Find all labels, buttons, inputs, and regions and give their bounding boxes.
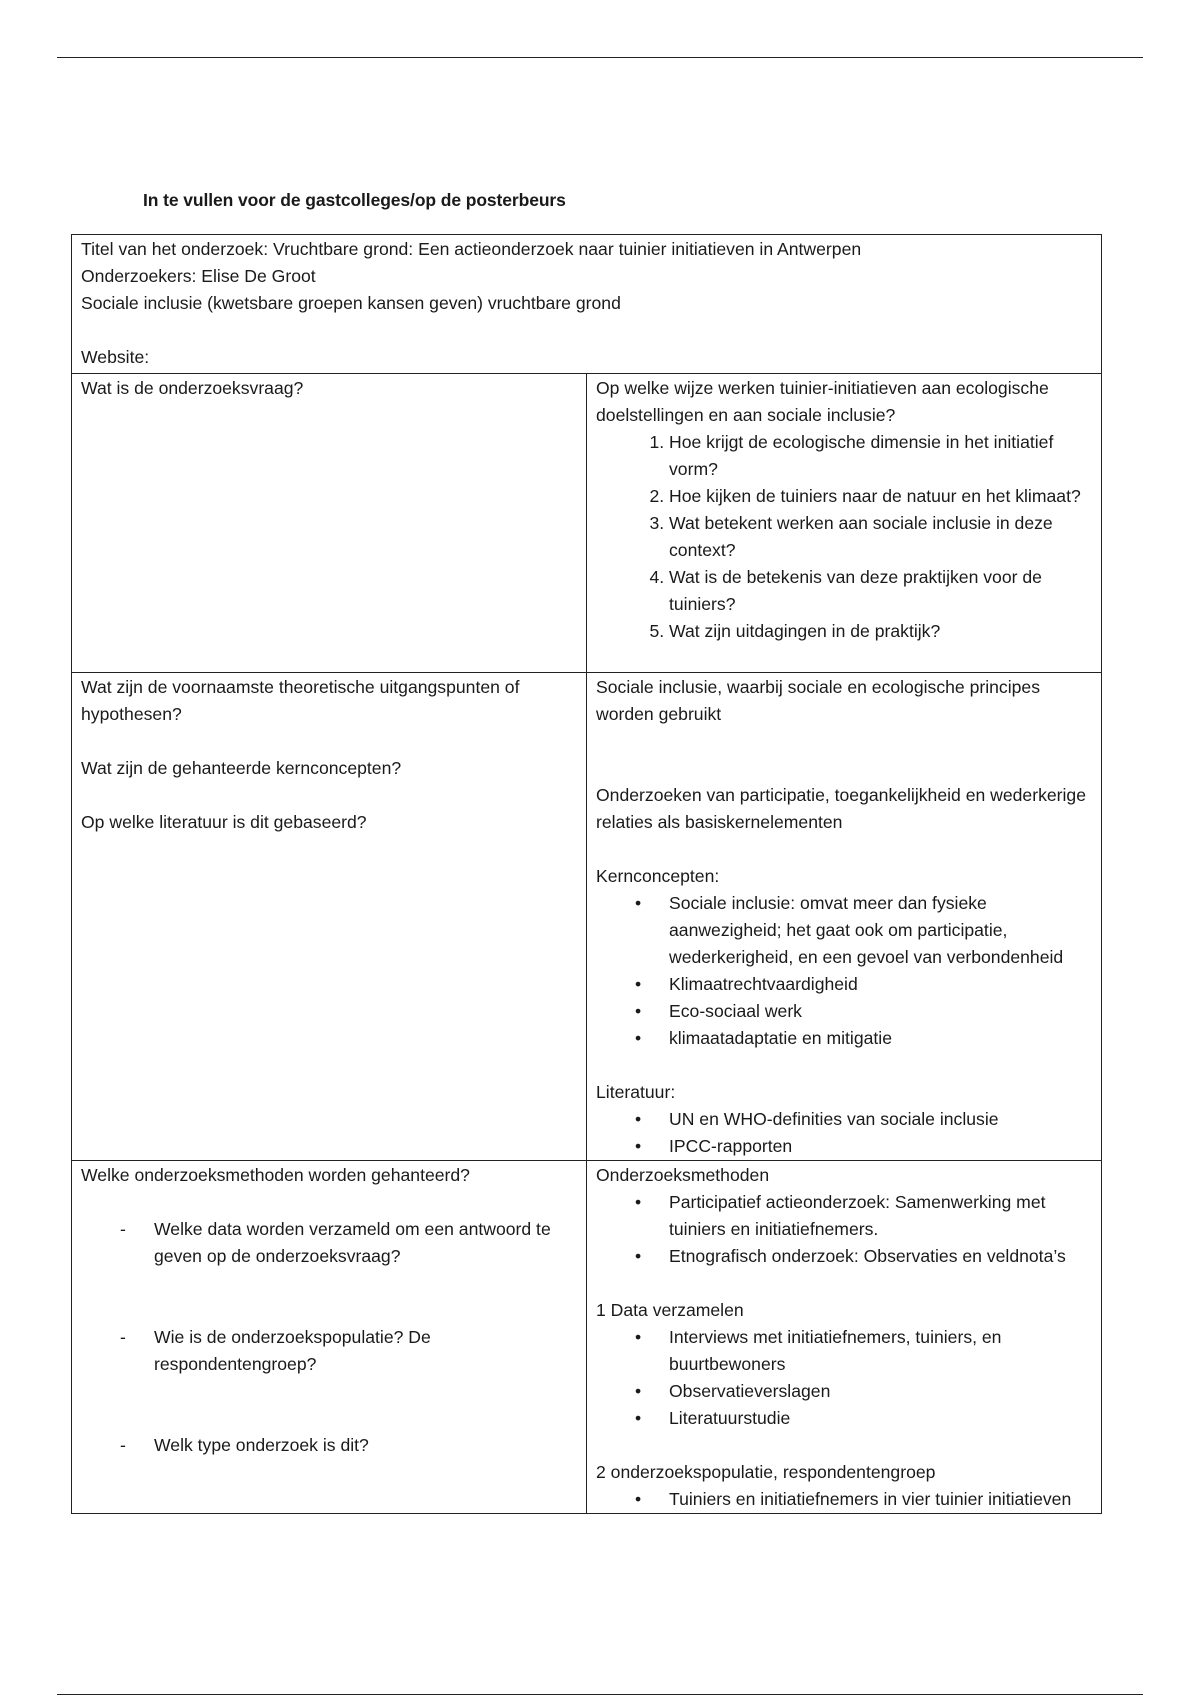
population-label: 2 onderzoekspopulatie, respondentengroep [596,1462,936,1482]
list-item: 4. Wat is de betekenis van deze praktijken voor de tuiniers? [669,564,1093,618]
list-item: - Wie is de onderzoekspopulatie? De respondentengroep? [154,1324,578,1378]
list-item: • Sociale inclusie: omvat meer dan fysieke aanwezigheid; het gaat ook om participatie, wederkerigheid, en een gevoel van verbondenheid [669,890,1093,971]
theory-label-cell [72,673,587,1161]
literature-question: Op welke literatuur is dit gebaseerd? [81,812,367,832]
methods-list [596,1189,1093,1270]
data-list [596,1324,1093,1432]
research-question-label: Wat is de onderzoeksvraag? [81,378,304,398]
methods-question: Welke onderzoeksmethoden worden gehanteerd? [81,1165,470,1185]
website-label: Website: [81,347,150,367]
theory-answer-cell [587,673,1102,1161]
type-subquestion-list [81,1432,578,1459]
header-cell [72,235,1102,374]
methods-answer-cell [587,1161,1102,1514]
literature-list [596,1106,1093,1160]
list-item: • Observatieverslagen [669,1378,1093,1405]
population-subquestion-list [81,1324,578,1378]
research-form-table [71,234,1102,1514]
list-item: 2. Hoe kijken de tuiniers naar de natuur en het klimaat? [669,483,1093,510]
list-item: • UN en WHO-definities van sociale inclusie [669,1106,1093,1133]
theory-row [72,673,1102,1161]
list-item: 3. Wat betekent werken aan sociale inclusie in deze context? [669,510,1093,564]
main-research-question: Op welke wijze werken tuinier-initiatieven aan ecologische doelstellingen en aan sociale inclusie? [596,378,1049,425]
list-item: 1. Hoe krijgt de ecologische dimensie in het initiatief vorm? [669,429,1093,483]
methods-row [72,1161,1102,1514]
list-item: • Interviews met initiatiefnemers, tuiniers, en buurtbewoners [669,1324,1093,1378]
research-question-row [72,374,1102,673]
header-rule [57,57,1143,58]
methods-subquestion-list [81,1216,578,1270]
research-theme: Sociale inclusie (kwetsbare groepen kansen geven) vruchtbare grond [81,293,621,313]
list-item: • Participatief actieonderzoek: Samenwerking met tuiniers en initiatiefnemers. [669,1189,1093,1243]
list-item: • klimaatadaptatie en mitigatie [669,1025,1093,1052]
concepts-label: Kernconcepten: [596,866,720,886]
population-list [596,1486,1093,1513]
concepts-list [596,890,1093,1052]
list-item: - Welke data worden verzameld om een antwoord te geven op de onderzoeksvraag? [154,1216,578,1270]
header-row [72,235,1102,374]
list-item: • Etnografisch onderzoek: Observaties en veldnota’s [669,1243,1093,1270]
theory-question: Wat zijn de voornaamste theoretische uitgangspunten of hypothesen? [81,677,520,724]
form-heading: In te vullen voor de gastcolleges/op de posterbeurs [143,190,566,210]
subquestion-list [596,429,1093,645]
theory-answer: Sociale inclusie, waarbij sociale en ecologische principes worden gebruikt [596,677,1040,724]
list-item: • Klimaatrechtvaardigheid [669,971,1093,998]
researchers: Onderzoekers: Elise De Groot [81,266,316,286]
list-item: • IPCC-rapporten [669,1133,1093,1160]
theory-answer-elements: Onderzoeken van participatie, toegankelijkheid en wederkerige relaties als basiskernelementen [596,785,1086,832]
literature-label: Literatuur: [596,1082,676,1102]
methods-label: Onderzoeksmethoden [596,1165,770,1185]
footer-rule [57,1694,1143,1695]
research-title: Titel van het onderzoek: Vruchtbare grond: Een actieonderzoek naar tuinier initiatieven in Antwerpen [81,239,862,259]
research-question-answer-cell [587,374,1102,673]
list-item: • Eco-sociaal werk [669,998,1093,1025]
list-item: • Tuiniers en initiatiefnemers in vier tuinier initiatieven [669,1486,1093,1513]
research-question-label-cell [72,374,587,673]
list-item: - Welk type onderzoek is dit? [154,1432,578,1459]
list-item: 5. Wat zijn uitdagingen in de praktijk? [669,618,1093,645]
concepts-question: Wat zijn de gehanteerde kernconcepten? [81,758,402,778]
data-label: 1 Data verzamelen [596,1300,744,1320]
methods-label-cell [72,1161,587,1514]
list-item: • Literatuurstudie [669,1405,1093,1432]
